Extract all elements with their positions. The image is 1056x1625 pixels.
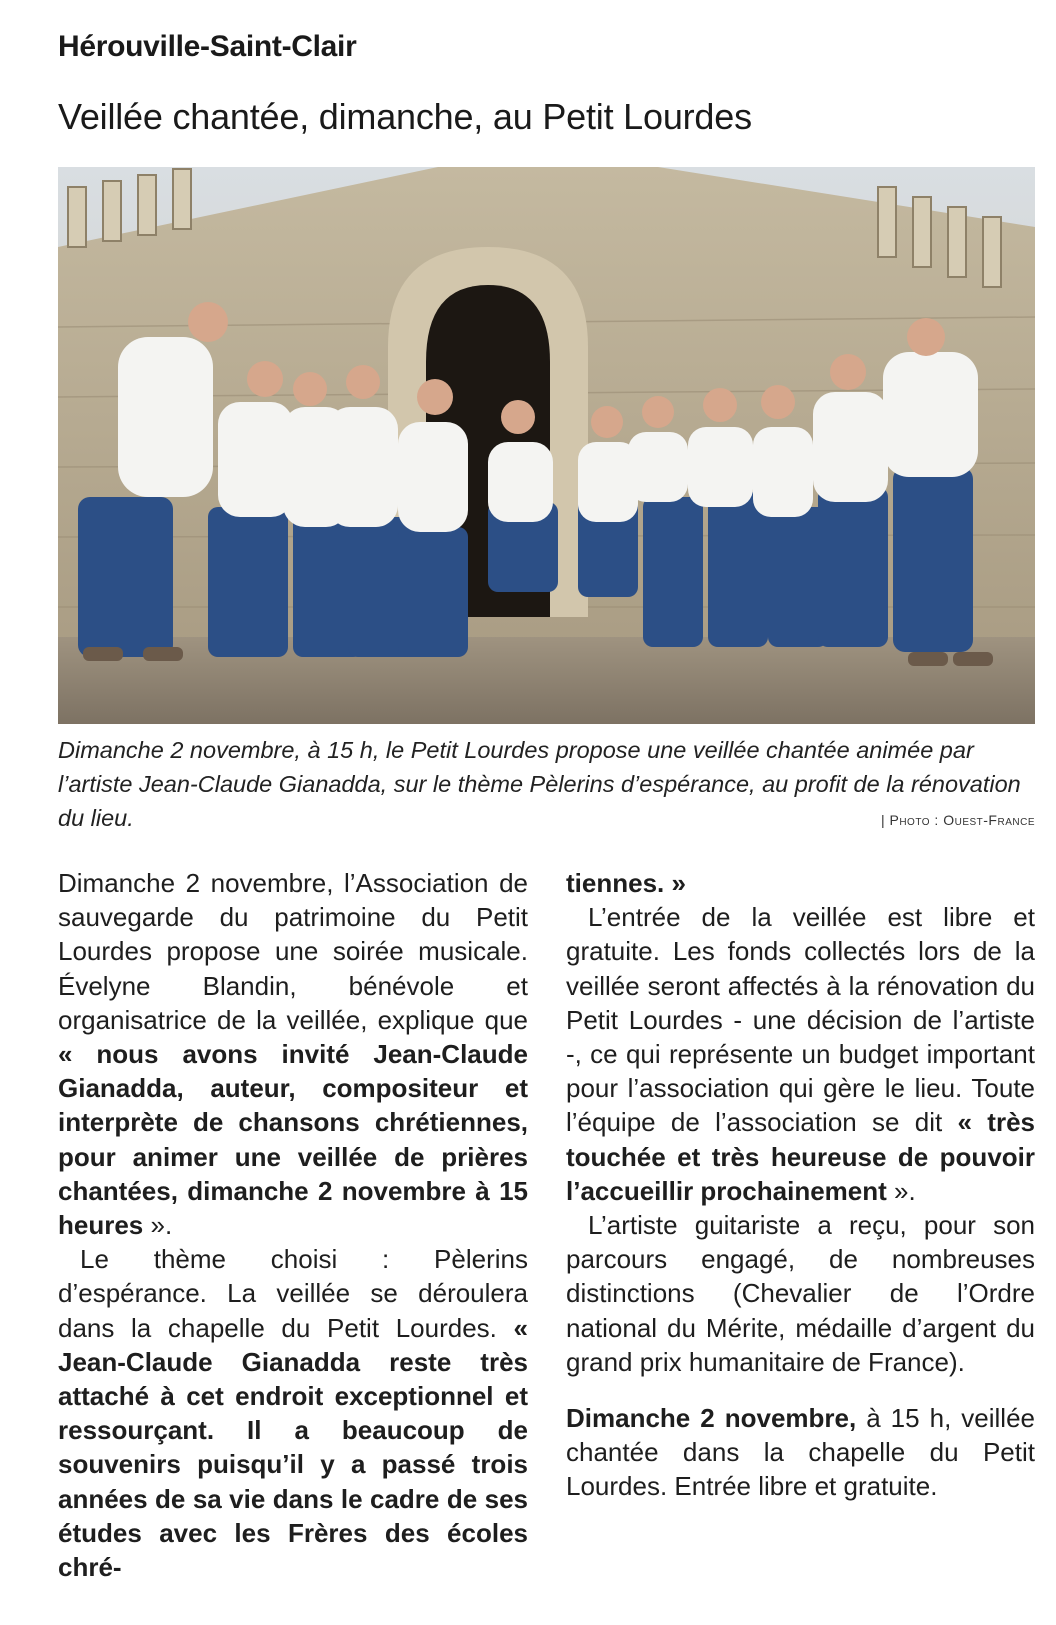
- paragraph-3-end: ».: [886, 1175, 916, 1206]
- paragraph-4: L’artiste guitariste a reçu, pour son parcours engagé, de nombreuses distinctions (Chevalier de l’Ordre national du Mérite, médaille d’argent du grand prix humanitaire de France).: [566, 1210, 1035, 1377]
- event-info-text: à 15 h, veillée chantée dans la chapelle du Petit Lourdes. Entrée libre et gratuite.: [566, 1403, 1036, 1502]
- event-info: [566, 1401, 1035, 1504]
- paragraph-1-end: ».: [143, 1210, 173, 1241]
- paragraph-2-quote: « Jean-Claude Gianadda reste très attaché à cet endroit exceptionnel et ressourçant. Il a beaucoup de souvenirs puisqu’il y a passé trois années de sa vie dans le cadre de ses études avec les Frères des écoles chré-: [58, 1312, 528, 1583]
- chapel-group-photo: [58, 167, 1035, 724]
- paragraph-2-quote-end: tiennes. »: [566, 868, 686, 898]
- article-headline: Veillée chantée, dimanche, au Petit Lourdes: [58, 96, 752, 137]
- photo-caption: Dimanche 2 novembre, à 15 h, le Petit Lourdes propose une veillée chantée animée par l’artiste Jean-Claude Gianadda, sur le thème Pèlerins d’espérance, au profit de la rénovation du lieu.: [58, 737, 1021, 831]
- paragraph-2: [58, 1242, 528, 1584]
- paragraph-1-text: Dimanche 2 novembre, l’Association de sauvegarde du patrimoine du Petit Lourdes propose une soirée musicale. Évelyne Blandin, bénévole et organisatrice de la veillée, explique que: [58, 868, 528, 1035]
- photo-credit: | Photo : Ouest-France: [880, 812, 1035, 828]
- paragraph-2-continued: [566, 866, 1035, 900]
- event-info-date: Dimanche 2 novembre,: [566, 1403, 857, 1434]
- paragraph-3: [566, 900, 1035, 1208]
- locality-heading: Hérouville-Saint-Clair: [58, 30, 357, 63]
- paragraph-3-text: L’entrée de la veillée est libre et gratuite. Les fonds collectés lors de la veillée seront affectés à la rénovation du Petit Lourdes - une décision de l’artiste -, ce qui représente un budget important pour l’association qui gère le lieu. Toute l’équipe de l’association se dit: [566, 902, 1035, 1138]
- paragraph-1: [58, 866, 528, 1242]
- paragraph-3-quote: « très touchée et très heureuse de pouvoir l’accueillir prochainement: [566, 1107, 1035, 1206]
- paragraph-1-quote: « nous avons invité Jean-Claude Gianadda, auteur, compositeur et interprète de chansons chrétiennes, pour animer une veillée de prières chantées, dimanche 2 novembre à 15 heures: [58, 1039, 528, 1241]
- paragraph-2-text: Le thème choisi : Pèlerins d’espérance. La veillée se déroulera dans la chapelle du Petit Lourdes.: [58, 1244, 528, 1343]
- article-column-2: [566, 866, 1035, 1504]
- article-photo: [58, 167, 1035, 724]
- article-column-1: [58, 866, 528, 1584]
